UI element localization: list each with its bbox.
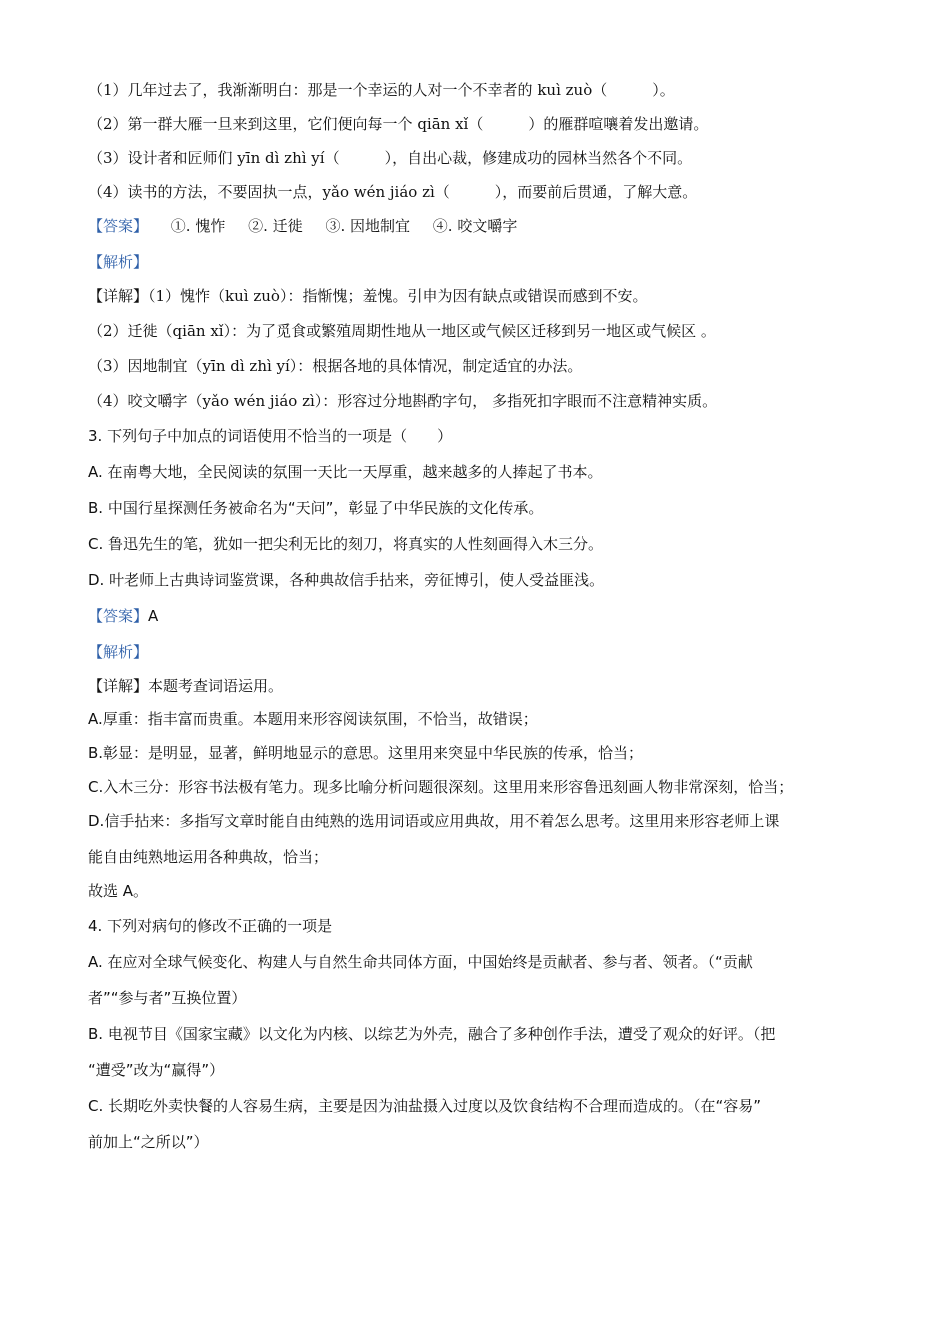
- answer-tag: 【答案】: [88, 217, 149, 235]
- question-3-conclusion: 故选 A。: [88, 882, 149, 900]
- question-3-answer-line: [88, 606, 890, 626]
- answer-item-1: ①. 愧怍: [170, 217, 226, 235]
- answer-item-2: ②. 迁徙: [248, 217, 303, 235]
- answer-item-3: ③. 因地制宜: [325, 217, 410, 235]
- question-3-stem: 3. 下列句子中加点的词语使用不恰当的一项是（ ）: [88, 427, 453, 445]
- question-4-option-b: B. 电视节目《国家宝藏》以文化为内核、以综艺为外壳，融合了多种创作手法，遭受了观众的好评。（把: [88, 1025, 776, 1043]
- question-3-detail-intro: 【详解】本题考查词语运用。: [88, 677, 284, 695]
- analysis-tag: 【解析】: [88, 643, 149, 661]
- question-3-option-d: D. 叶老师上古典诗词鉴赏课，各种典故信手拈来，旁征博引，使人受益匪浅。: [88, 571, 605, 589]
- pinyin-item-3: （3）设计者和匠师们 yīn dì zhì yí（ ），自出心裁，修建成功的园林当然各个不同。: [88, 149, 693, 167]
- pinyin-detail-1: 【详解】（1）愧怍（kuì zuò）：指惭愧；羞愧。引申为因有缺点或错误而感到不安。: [88, 287, 648, 305]
- pinyin-detail-3: （3）因地制宜（yīn dì zhì yí）：根据各地的具体情况，制定适宜的办法。: [88, 357, 583, 375]
- question-4-stem: 4. 下列对病句的修改不正确的一项是: [88, 917, 333, 935]
- pinyin-item-2: （2）第一群大雁一旦来到这里，它们便向每一个 qiān xǐ（ ）的雁群喧嚷着发出邀请。: [88, 115, 709, 133]
- pinyin-item-4: （4）读书的方法，不要固执一点，yǎo wén jiáo zì（ ），而要前后贯通，了解大意。: [88, 183, 698, 201]
- pinyin-item-1: （1）几年过去了，我渐渐明白：那是一个幸运的人对一个不幸者的 kuì zuò（ ）。: [88, 81, 675, 99]
- answer-line-pinyin: [88, 216, 890, 236]
- question-4-option-a-cont: 者”“参与者”互换位置）: [88, 989, 247, 1007]
- question-3-detail-d-cont: 能自由纯熟地运用各种典故，恰当；: [88, 848, 329, 866]
- question-4-option-c-cont: 前加上“之所以”）: [88, 1133, 209, 1151]
- answer-tag: 【答案】: [88, 607, 149, 625]
- question-3-option-a: A. 在南粤大地，全民阅读的氛围一天比一天厚重，越来越多的人捧起了书本。: [88, 463, 603, 481]
- question-3-detail-b: B.彰显：是明显，显著，鲜明地显示的意思。这里用来突显中华民族的传承，恰当；: [88, 744, 644, 762]
- analysis-tag: 【解析】: [88, 253, 149, 271]
- question-3-answer: A: [148, 607, 159, 625]
- question-3-detail-c: C.入木三分：形容书法极有笔力。现多比喻分析问题很深刻。这里用来形容鲁迅刻画人物非常深刻，恰当；: [88, 778, 794, 796]
- question-3-detail-d: D.信手拈来：多指写文章时能自由纯熟的选用词语或应用典故，用不着怎么思考。这里用来形容老师上课: [88, 812, 780, 830]
- answer-item-4: ④. 咬文嚼字: [432, 217, 518, 235]
- question-3-option-c: C. 鲁迅先生的笔，犹如一把尖利无比的刻刀，将真实的人性刻画得入木三分。: [88, 535, 604, 553]
- question-3-option-b: B. 中国行星探测任务被命名为“天问”，彰显了中华民族的文化传承。: [88, 499, 544, 517]
- question-4-option-a: A. 在应对全球气候变化、构建人与自然生命共同体方面，中国始终是贡献者、参与者、领者。（“贡献: [88, 953, 753, 971]
- question-4-option-c: C. 长期吃外卖快餐的人容易生病，主要是因为油盐摄入过度以及饮食结构不合理而造成的。（在“容易”: [88, 1097, 762, 1115]
- question-3-detail-a: A.厚重：指丰富而贵重。本题用来形容阅读氛围，不恰当，故错误；: [88, 710, 538, 728]
- pinyin-detail-4: （4）咬文嚼字（yǎo wén jiáo zì）：形容过分地斟酌字句， 多指死扣字眼而不注意精神实质。: [88, 392, 718, 410]
- question-4-option-b-cont: “遭受”改为“赢得”）: [88, 1061, 225, 1079]
- pinyin-detail-2: （2）迁徙（qiān xǐ）：为了觅食或繁殖周期性地从一地区或气候区迁移到另一地区或气候区 。: [88, 322, 716, 340]
